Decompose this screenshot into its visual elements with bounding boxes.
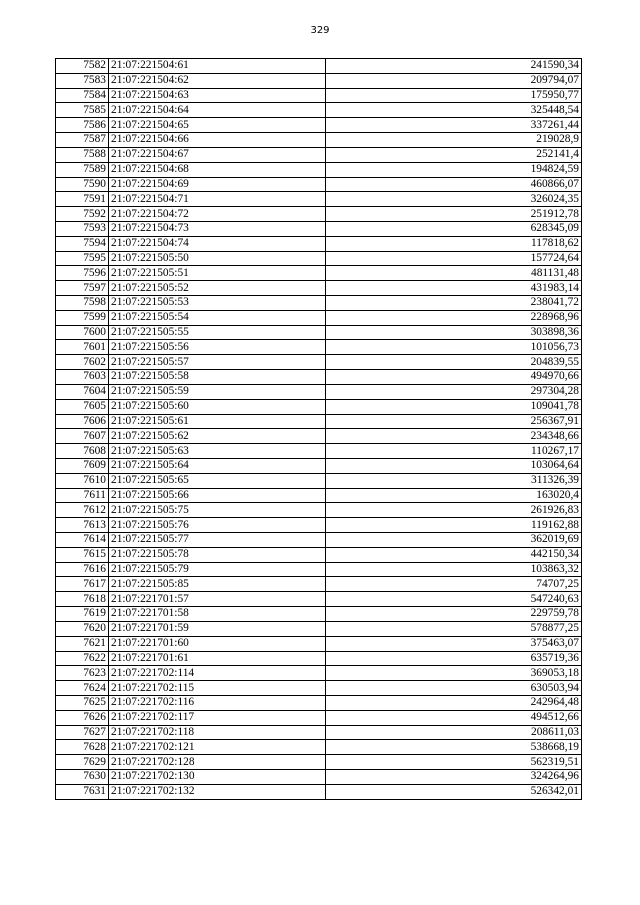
- value-cell: 261926,83: [326, 503, 582, 518]
- cadastral-number-cell: 21:07:221505:85: [109, 577, 326, 592]
- page-number: 329: [310, 25, 330, 36]
- cadastral-number-cell: 21:07:221701:61: [109, 651, 326, 666]
- table-row: [56, 636, 582, 651]
- cadastral-number-cell: 21:07:221701:58: [109, 607, 326, 622]
- value-cell: 538668,19: [326, 740, 582, 755]
- table-row: [56, 296, 582, 311]
- cadastral-number-cell: 21:07:221505:76: [109, 518, 326, 533]
- table-row: [56, 473, 582, 488]
- value-cell: 252141,4: [326, 147, 582, 162]
- value-cell: 547240,63: [326, 592, 582, 607]
- cadastral-number-cell: 21:07:221505:63: [109, 444, 326, 459]
- cadastral-number-cell: 21:07:221505:53: [109, 296, 326, 311]
- row-number-cell: 7622: [56, 651, 109, 666]
- value-cell: 109041,78: [326, 399, 582, 414]
- row-number-cell: 7607: [56, 429, 109, 444]
- data-table: [55, 58, 582, 800]
- cadastral-number-cell: 21:07:221505:54: [109, 310, 326, 325]
- cadastral-number-cell: 21:07:221504:64: [109, 103, 326, 118]
- table-row: [56, 725, 582, 740]
- row-number-cell: 7602: [56, 355, 109, 370]
- value-cell: 229759,78: [326, 607, 582, 622]
- cadastral-number-cell: 21:07:221701:59: [109, 621, 326, 636]
- table-row: [56, 192, 582, 207]
- value-cell: 251912,78: [326, 207, 582, 222]
- cadastral-number-cell: 21:07:221505:59: [109, 384, 326, 399]
- table-row: [56, 429, 582, 444]
- cadastral-number-cell: 21:07:221702:128: [109, 755, 326, 770]
- table-row: [56, 740, 582, 755]
- value-cell: 117818,62: [326, 236, 582, 251]
- row-number-cell: 7603: [56, 370, 109, 385]
- table-row: [56, 88, 582, 103]
- value-cell: 238041,72: [326, 296, 582, 311]
- table-row: [56, 592, 582, 607]
- cadastral-number-cell: 21:07:221505:62: [109, 429, 326, 444]
- value-cell: 460866,07: [326, 177, 582, 192]
- table-row: [56, 444, 582, 459]
- cadastral-number-cell: 21:07:221702:132: [109, 784, 326, 799]
- value-cell: 119162,88: [326, 518, 582, 533]
- row-number-cell: 7625: [56, 695, 109, 710]
- cadastral-number-cell: 21:07:221504:68: [109, 162, 326, 177]
- row-number-cell: 7608: [56, 444, 109, 459]
- table-row: [56, 325, 582, 340]
- value-cell: 175950,77: [326, 88, 582, 103]
- row-number-cell: 7599: [56, 310, 109, 325]
- table-row: [56, 162, 582, 177]
- row-number-cell: 7604: [56, 384, 109, 399]
- cadastral-number-cell: 21:07:221504:71: [109, 192, 326, 207]
- value-cell: 375463,07: [326, 636, 582, 651]
- row-number-cell: 7586: [56, 118, 109, 133]
- value-cell: 431983,14: [326, 281, 582, 296]
- table-row: [56, 266, 582, 281]
- table-row: [56, 59, 582, 74]
- cadastral-number-cell: 21:07:221504:63: [109, 88, 326, 103]
- value-cell: 110267,17: [326, 444, 582, 459]
- row-number-cell: 7615: [56, 547, 109, 562]
- value-cell: 324264,96: [326, 770, 582, 785]
- row-number-cell: 7629: [56, 755, 109, 770]
- cadastral-number-cell: 21:07:221505:60: [109, 399, 326, 414]
- table-row: [56, 370, 582, 385]
- value-cell: 242964,48: [326, 695, 582, 710]
- table-row: [56, 251, 582, 266]
- value-cell: 103863,32: [326, 562, 582, 577]
- table-row: [56, 577, 582, 592]
- value-cell: 194824,59: [326, 162, 582, 177]
- value-cell: 326024,35: [326, 192, 582, 207]
- value-cell: 337261,44: [326, 118, 582, 133]
- cadastral-number-cell: 21:07:221505:55: [109, 325, 326, 340]
- value-cell: 157724,64: [326, 251, 582, 266]
- table-row: [56, 621, 582, 636]
- value-cell: 297304,28: [326, 384, 582, 399]
- table-row: [56, 340, 582, 355]
- table-row: [56, 770, 582, 785]
- cadastral-number-cell: 21:07:221505:64: [109, 458, 326, 473]
- cadastral-number-cell: 21:07:221505:52: [109, 281, 326, 296]
- table-row: [56, 147, 582, 162]
- cadastral-number-cell: 21:07:221504:67: [109, 147, 326, 162]
- table-row: [56, 103, 582, 118]
- cadastral-number-cell: 21:07:221504:74: [109, 236, 326, 251]
- table-row: [56, 355, 582, 370]
- cadastral-number-cell: 21:07:221702:117: [109, 710, 326, 725]
- row-number-cell: 7592: [56, 207, 109, 222]
- value-cell: 208611,03: [326, 725, 582, 740]
- row-number-cell: 7587: [56, 133, 109, 148]
- table-row: [56, 414, 582, 429]
- row-number-cell: 7589: [56, 162, 109, 177]
- row-number-cell: 7588: [56, 147, 109, 162]
- table-row: [56, 177, 582, 192]
- table-row: [56, 503, 582, 518]
- row-number-cell: 7620: [56, 621, 109, 636]
- cadastral-number-cell: 21:07:221505:77: [109, 533, 326, 548]
- value-cell: 204839,55: [326, 355, 582, 370]
- row-number-cell: 7597: [56, 281, 109, 296]
- cadastral-number-cell: 21:07:221702:115: [109, 681, 326, 696]
- cadastral-number-cell: 21:07:221701:60: [109, 636, 326, 651]
- table-row: [56, 755, 582, 770]
- table-row: [56, 710, 582, 725]
- table-row: [56, 73, 582, 88]
- value-cell: 630503,94: [326, 681, 582, 696]
- value-cell: 101056,73: [326, 340, 582, 355]
- cadastral-number-cell: 21:07:221505:61: [109, 414, 326, 429]
- row-number-cell: 7594: [56, 236, 109, 251]
- cadastral-number-cell: 21:07:221505:51: [109, 266, 326, 281]
- value-cell: 481131,48: [326, 266, 582, 281]
- table-row: [56, 207, 582, 222]
- cadastral-number-cell: 21:07:221504:72: [109, 207, 326, 222]
- value-cell: 578877,25: [326, 621, 582, 636]
- value-cell: 303898,36: [326, 325, 582, 340]
- value-cell: 241590,34: [326, 59, 582, 74]
- value-cell: 494970,66: [326, 370, 582, 385]
- row-number-cell: 7621: [56, 636, 109, 651]
- value-cell: 494512,66: [326, 710, 582, 725]
- table-row: [56, 562, 582, 577]
- value-cell: 74707,25: [326, 577, 582, 592]
- cadastral-number-cell: 21:07:221702:114: [109, 666, 326, 681]
- row-number-cell: 7623: [56, 666, 109, 681]
- cadastral-number-cell: 21:07:221505:65: [109, 473, 326, 488]
- value-cell: 209794,07: [326, 73, 582, 88]
- cadastral-number-cell: 21:07:221505:50: [109, 251, 326, 266]
- cadastral-number-cell: 21:07:221702:130: [109, 770, 326, 785]
- row-number-cell: 7606: [56, 414, 109, 429]
- row-number-cell: 7583: [56, 73, 109, 88]
- row-number-cell: 7591: [56, 192, 109, 207]
- row-number-cell: 7630: [56, 770, 109, 785]
- cadastral-number-cell: 21:07:221702:116: [109, 695, 326, 710]
- row-number-cell: 7613: [56, 518, 109, 533]
- row-number-cell: 7585: [56, 103, 109, 118]
- table-row: [56, 651, 582, 666]
- row-number-cell: 7600: [56, 325, 109, 340]
- table-row: [56, 236, 582, 251]
- row-number-cell: 7595: [56, 251, 109, 266]
- value-cell: 163020,4: [326, 488, 582, 503]
- value-cell: 362019,69: [326, 533, 582, 548]
- cadastral-number-cell: 21:07:221504:73: [109, 221, 326, 236]
- cadastral-number-cell: 21:07:221505:57: [109, 355, 326, 370]
- cadastral-number-cell: 21:07:221504:62: [109, 73, 326, 88]
- row-number-cell: 7609: [56, 458, 109, 473]
- cadastral-number-cell: 21:07:221702:121: [109, 740, 326, 755]
- table-row: [56, 607, 582, 622]
- value-cell: 234348,66: [326, 429, 582, 444]
- cadastral-number-cell: 21:07:221505:78: [109, 547, 326, 562]
- row-number-cell: 7593: [56, 221, 109, 236]
- row-number-cell: 7601: [56, 340, 109, 355]
- value-cell: 628345,09: [326, 221, 582, 236]
- table-row: [56, 281, 582, 296]
- table-row: [56, 310, 582, 325]
- cadastral-number-cell: 21:07:221701:57: [109, 592, 326, 607]
- cadastral-number-cell: 21:07:221505:75: [109, 503, 326, 518]
- value-cell: 325448,54: [326, 103, 582, 118]
- table-row: [56, 666, 582, 681]
- row-number-cell: 7631: [56, 784, 109, 799]
- value-cell: 228968,96: [326, 310, 582, 325]
- value-cell: 103064,64: [326, 458, 582, 473]
- row-number-cell: 7611: [56, 488, 109, 503]
- row-number-cell: 7616: [56, 562, 109, 577]
- table-row: [56, 533, 582, 548]
- value-cell: 442150,34: [326, 547, 582, 562]
- table-row: [56, 221, 582, 236]
- value-cell: 526342,01: [326, 784, 582, 799]
- value-cell: 369053,18: [326, 666, 582, 681]
- table-row: [56, 518, 582, 533]
- row-number-cell: 7596: [56, 266, 109, 281]
- cadastral-number-cell: 21:07:221504:61: [109, 59, 326, 74]
- cadastral-number-cell: 21:07:221505:66: [109, 488, 326, 503]
- row-number-cell: 7612: [56, 503, 109, 518]
- value-cell: 256367,91: [326, 414, 582, 429]
- row-number-cell: 7582: [56, 59, 109, 74]
- row-number-cell: 7617: [56, 577, 109, 592]
- cadastral-number-cell: 21:07:221505:58: [109, 370, 326, 385]
- table-row: [56, 399, 582, 414]
- row-number-cell: 7590: [56, 177, 109, 192]
- cadastral-number-cell: 21:07:221505:79: [109, 562, 326, 577]
- value-cell: 635719,36: [326, 651, 582, 666]
- row-number-cell: 7610: [56, 473, 109, 488]
- value-cell: 219028,9: [326, 133, 582, 148]
- table-row: [56, 118, 582, 133]
- table-row: [56, 458, 582, 473]
- row-number-cell: 7618: [56, 592, 109, 607]
- table-row: [56, 784, 582, 799]
- row-number-cell: 7628: [56, 740, 109, 755]
- cadastral-number-cell: 21:07:221702:118: [109, 725, 326, 740]
- cadastral-number-cell: 21:07:221505:56: [109, 340, 326, 355]
- row-number-cell: 7614: [56, 533, 109, 548]
- cadastral-number-cell: 21:07:221504:66: [109, 133, 326, 148]
- table-row: [56, 695, 582, 710]
- row-number-cell: 7624: [56, 681, 109, 696]
- row-number-cell: 7626: [56, 710, 109, 725]
- table-row: [56, 384, 582, 399]
- row-number-cell: 7627: [56, 725, 109, 740]
- table-row: [56, 681, 582, 696]
- value-cell: 311326,39: [326, 473, 582, 488]
- row-number-cell: 7598: [56, 296, 109, 311]
- cadastral-number-cell: 21:07:221504:69: [109, 177, 326, 192]
- row-number-cell: 7619: [56, 607, 109, 622]
- row-number-cell: 7584: [56, 88, 109, 103]
- value-cell: 562319,51: [326, 755, 582, 770]
- row-number-cell: 7605: [56, 399, 109, 414]
- table-body: [56, 59, 582, 800]
- table-row: [56, 488, 582, 503]
- cadastral-number-cell: 21:07:221504:65: [109, 118, 326, 133]
- table-row: [56, 133, 582, 148]
- table-row: [56, 547, 582, 562]
